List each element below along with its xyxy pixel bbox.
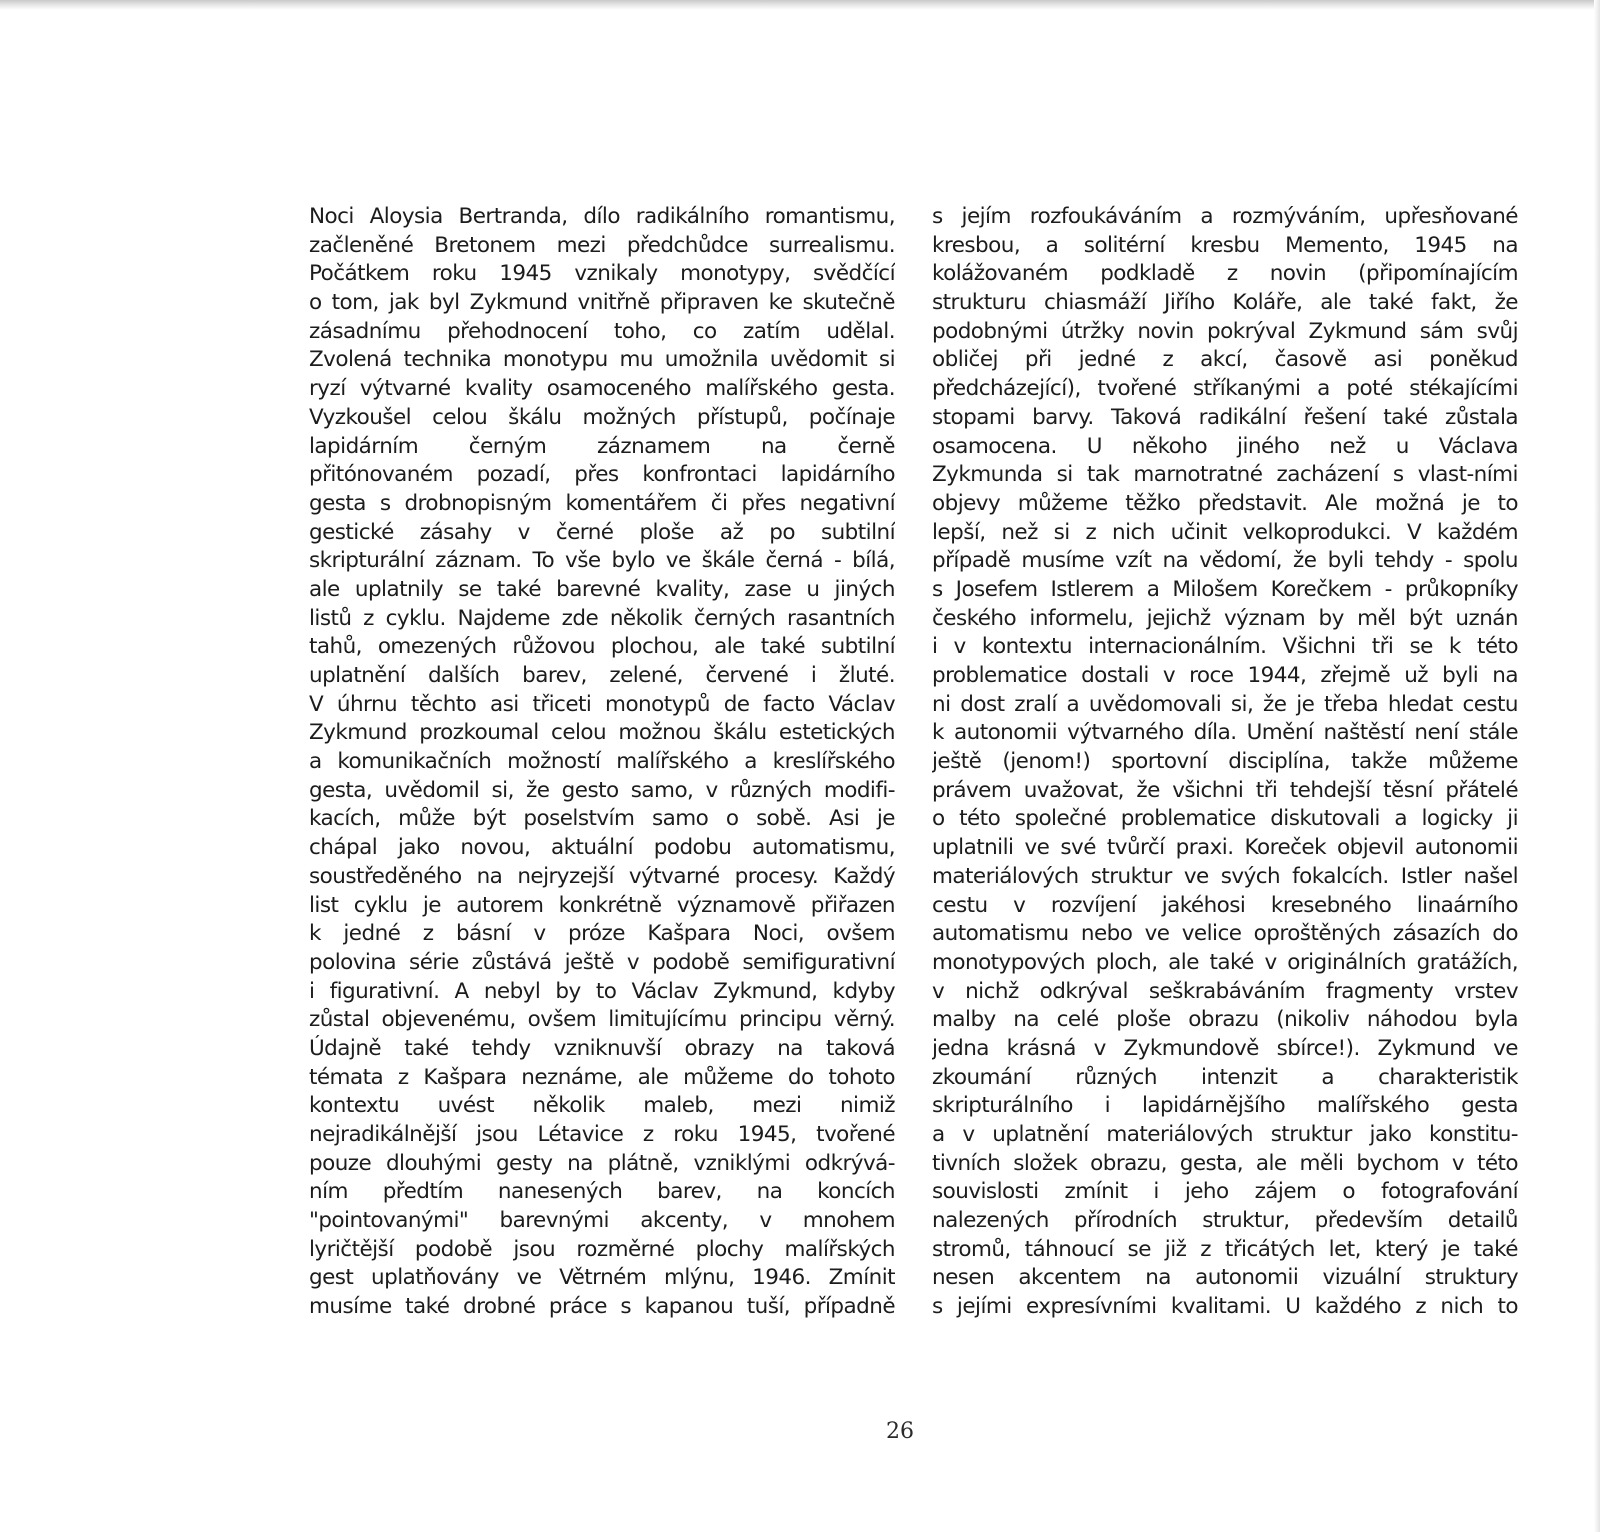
text-line: uplatnili ve své tvůrčí praxi. Koreček objevil autonomii — [932, 835, 1518, 861]
text-line: gestické zásahy v černé ploše až po subtilní — [309, 519, 895, 545]
text-line: ním předtím nanesených barev, na koncích — [309, 1179, 895, 1205]
text-line: nalezených přírodních struktur, především detailů — [932, 1208, 1518, 1234]
text-line: právem uvažovat, že všichni tři tehdejší těsní přátelé — [932, 777, 1518, 803]
text-line: monotypových ploch, ale také v originálních gratážích, — [932, 949, 1518, 975]
text-line: o tom, jak byl Zykmund vnitřně připraven ke skutečně — [309, 290, 895, 316]
text-line: chápal jako novou, aktuální podobu automatismu, — [309, 835, 895, 861]
text-line: o této společné problematice diskutovali a logicky ji — [932, 806, 1518, 832]
text-line: ni dost zralí a uvědomovali si, že je třeba hledat cestu — [932, 691, 1518, 717]
text-line: v nichž odkrýval seškrabáváním fragmenty vrstev — [932, 978, 1518, 1004]
text-line: polovina série zůstává ještě v podobě semifigurativní — [309, 949, 895, 975]
text-line: listů z cyklu. Najdeme zde několik černých rasantních — [309, 605, 895, 631]
text-line: s Josefem Istlerem a Milošem Korečkem - průkopníky — [932, 576, 1518, 602]
text-line: soustředěného na nejryzejší výtvarné procesy. Každý — [309, 863, 895, 889]
text-line: k autonomii výtvarného díla. Umění naštěstí není stále — [932, 720, 1518, 746]
text-line: pouze dlouhými gesty na plátně, vzniklými odkrývá- — [309, 1150, 895, 1176]
text-line: kacích, může být poselstvím samo o sobě. Asi je — [309, 806, 895, 832]
text-line: Zykmunda si tak marnotratné zacházení s vlast-ními — [932, 462, 1518, 488]
text-line: přitónovaném pozadí, přes konfrontaci lapidárního — [309, 462, 895, 488]
text-line: začleněné Bretonem mezi předchůdce surrealismu. — [309, 232, 895, 258]
text-line: objevy můžeme těžko představit. Ale možná je to — [932, 490, 1518, 516]
text-line: zůstal objevenému, ovšem limitujícímu principu věrný. — [309, 1007, 895, 1033]
text-line: a v uplatnění materiálových struktur jako konstitu- — [932, 1122, 1518, 1147]
text-line: strukturu chiasmáží Jiřího Koláře, ale také fakt, že — [932, 290, 1518, 316]
text-line: Zykmund prozkoumal celou možnou škálu estetických — [309, 720, 895, 746]
text-line: obličej při jedné z akcí, časově asi poněkud — [932, 347, 1518, 373]
text-line: Vyzkoušel celou škálu možných přístupů, počínaje — [309, 404, 895, 430]
text-line: stopami barvy. Taková radikální řešení také zůstala — [932, 404, 1518, 430]
text-line: lapidárním černým záznamem na černě — [309, 433, 895, 459]
text-line: skripturální záznam. To vše bylo ve škále černá - bílá, — [309, 548, 895, 574]
text-line: gesta, uvědomil si, že gesto samo, v různých modifi- — [309, 777, 895, 803]
text-line: V úhrnu těchto asi třiceti monotypů de facto Václav — [309, 691, 895, 717]
text-line: i v kontextu internacionálním. Všichni tři se k této — [932, 634, 1518, 660]
text-line: Údajně také tehdy vzniknuvší obrazy na taková — [309, 1035, 895, 1061]
text-line: skripturálního i lapidárnějšího malířského gesta — [932, 1093, 1518, 1119]
text-line: a komunikačních možností malířského a kreslířského — [309, 749, 895, 775]
text-line: Počátkem roku 1945 vznikaly monotypy, svědčící — [309, 261, 895, 287]
text-line: Zvolená technika monotypu mu umožnila uvědomit si — [309, 347, 895, 373]
text-line: ale uplatnily se také barevné kvality, zase u jiných — [309, 576, 895, 602]
text-line: kolážovaném podkladě z novin (připomínajícím — [932, 261, 1518, 287]
text-line: kresbou, a solitérní kresbu Memento, 1945 na — [932, 232, 1518, 258]
text-line: lepší, než si z nich učinit velkoprodukci. V každém — [932, 519, 1518, 545]
text-line: problematice dostali v roce 1944, zřejmě už byli na — [932, 663, 1518, 688]
page-number: 26 — [886, 1419, 914, 1444]
text-line: s jejím rozfoukáváním a rozmýváním, upřesňované — [932, 204, 1518, 229]
text-line: cestu v rozvíjení jakéhosi kresebného linaárního — [932, 892, 1518, 918]
text-line: nesen akcentem na autonomii vizuální struktury — [932, 1265, 1518, 1291]
text-line: předcházející), tvořené stříkanými a poté stékajícími — [932, 376, 1518, 402]
text-line: osamocena. U někoho jiného než u Václava — [932, 433, 1518, 459]
text-line: lyričtější podobě jsou rozměrné plochy malířských — [309, 1236, 895, 1262]
text-line: souvislosti zmínit i jeho zájem o fotografování — [932, 1179, 1518, 1205]
text-line: zkoumání různých intenzit a charakteristik — [932, 1064, 1518, 1090]
text-line: tivních složek obrazu, gesta, ale měli bychom v této — [932, 1150, 1518, 1176]
text-line: malby na celé ploše obrazu (nikoliv náhodou byla — [932, 1007, 1518, 1033]
text-line: i figurativní. A nebyl by to Václav Zykmund, kdyby — [309, 978, 895, 1004]
text-line: list cyklu je autorem konkrétně významově přiřazen — [309, 892, 895, 918]
text-line: českého informelu, jejichž význam by měl být uznán — [932, 605, 1518, 631]
text-line: s jejími expresívními kvalitami. U každého z nich to — [932, 1294, 1518, 1320]
text-line: "pointovanými" barevnými akcenty, v mnohem — [309, 1208, 895, 1234]
scan-right-edge — [1594, 0, 1600, 1532]
text-line: jedna krásná v Zykmundově sbírce!). Zykmund ve — [932, 1035, 1518, 1061]
left-text-column — [309, 203, 895, 1322]
text-line: tahů, omezených růžovou plochou, ale také subtilní — [309, 634, 895, 660]
text-line: gesta s drobnopisným komentářem či přes negativní — [309, 490, 895, 516]
text-line: nejradikálnější jsou Létavice z roku 1945, tvořené — [309, 1122, 895, 1147]
text-line: případě musíme vzít na vědomí, že byli tehdy - spolu — [932, 548, 1518, 574]
right-text-column — [932, 203, 1518, 1322]
text-line: uplatnění dalších barev, zelené, červené i žluté. — [309, 663, 895, 688]
scan-top-edge — [0, 0, 1600, 10]
text-line: témata z Kašpara neznáme, ale můžeme do tohoto — [309, 1064, 895, 1090]
text-line: ryzí výtvarné kvality osamoceného malířského gesta. — [309, 376, 895, 402]
text-line: stromů, táhnoucí se již z třicátých let, který je také — [932, 1236, 1518, 1262]
text-line: automatismu nebo ve velice oproštěných zásazích do — [932, 921, 1518, 947]
text-line: musíme také drobné práce s kapanou tuší, případně — [309, 1294, 895, 1320]
text-line: kontextu uvést několik maleb, mezi nimiž — [309, 1093, 895, 1119]
text-line: materiálových struktur ve svých fokalcích. Istler našel — [932, 863, 1518, 889]
text-line: k jedné z básní v próze Kašpara Noci, ovšem — [309, 921, 895, 947]
text-line: podobnými útržky novin pokrýval Zykmund sám svůj — [932, 318, 1518, 344]
text-line: ještě (jenom!) sportovní disciplína, takže můžeme — [932, 749, 1518, 775]
text-line: zásadnímu přehodnocení toho, co zatím udělal. — [309, 318, 895, 344]
text-line: Noci Aloysia Bertranda, dílo radikálního romantismu, — [309, 204, 895, 229]
text-line: gest uplatňovány ve Větrném mlýnu, 1946. Zmínit — [309, 1265, 895, 1291]
